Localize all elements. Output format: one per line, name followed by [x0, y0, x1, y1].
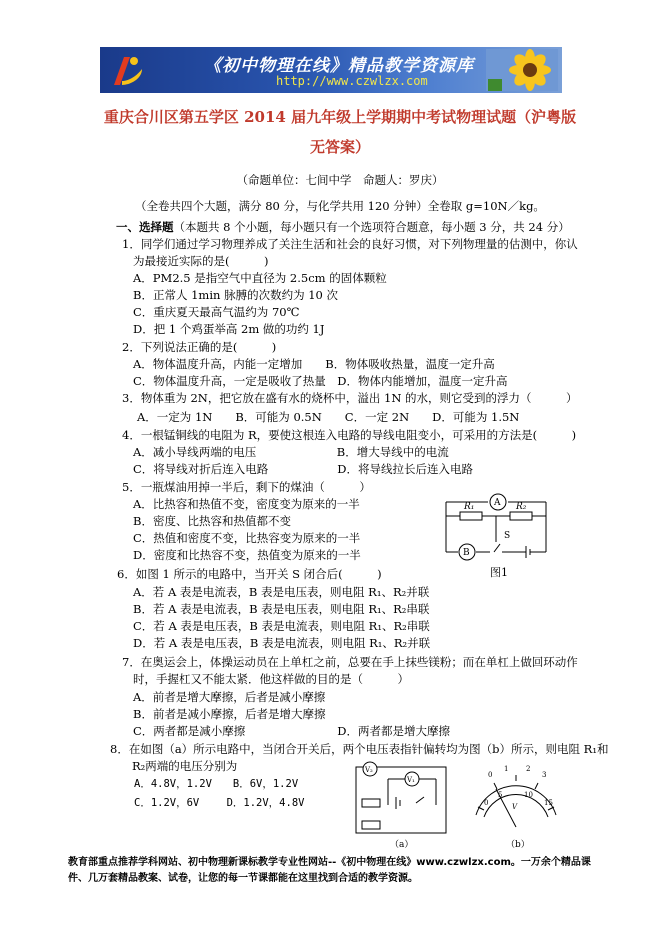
figure-8b-meter: [466, 763, 566, 851]
question-4-stem: 4．一根锰铜线的电阻为 R，要使这根连入电路的导线电阻变小，可采用的方法是( ): [122, 428, 577, 442]
section-heading-label: 一、选择题: [116, 220, 174, 234]
resistor-r1-label: R₁: [464, 502, 475, 512]
question-6-stem: 6．如图 1 所示的电路中，当开关 S 闭合后( ): [117, 567, 382, 581]
figure-8a-circuit: [346, 759, 456, 851]
page-footer: [68, 855, 608, 887]
figure-8b-label: （b）: [506, 840, 530, 850]
section-heading: [116, 219, 570, 235]
scale-top-1: 1: [504, 765, 509, 773]
question-4-options-ab: A．减小导线两端的电压 B．增大导线中的电流: [133, 445, 449, 459]
page-title-line1: 重庆合川区第五学区 2014 届九年级上学期期中考试物理试题（沪粤版: [103, 108, 577, 126]
scale-top-0: 0: [488, 771, 493, 779]
meter-b-label: B: [463, 548, 470, 558]
sunflower-icon: [486, 49, 558, 91]
scale-bottom-15: 15: [544, 799, 553, 807]
question-6-option-c: C．若 A 表是电压表，B 表是电流表，则电阻 R₁、R₂串联: [133, 619, 430, 633]
meter-a-label: A: [494, 498, 501, 508]
question-5-option-a: A．比热容和热值不变，密度变为原来的一半: [133, 497, 360, 511]
page-title-line2: 无答案）: [309, 138, 370, 156]
scale-bottom-5: 5: [498, 791, 503, 799]
author-line: （命题单位：七间中学 命题人：罗庆）: [236, 173, 444, 187]
question-2-options-cd: C．物体温度升高，一定是吸收了热量 D．物体内能增加，温度一定升高: [133, 374, 508, 388]
question-2-stem: 2．下列说法正确的是( ): [122, 340, 277, 354]
meter-unit-label: V: [512, 803, 518, 811]
voltmeter-v1-label: V₁: [407, 776, 415, 784]
banner-title: 《初中物理在线》精品教学资源库: [204, 56, 474, 76]
voltmeter-v2-label: V₂: [365, 766, 373, 774]
question-1-stem-cont: 为最接近实际的是( ): [133, 254, 269, 268]
question-7-stem: 7．在奥运会上，体操运动员在上单杠之前，总要在手上抹些镁粉；而在单杠上做回环动作: [122, 655, 578, 669]
question-2-options-ab: A．物体温度升高，内能一定增加 B．物体吸收热量，温度一定升高: [133, 357, 495, 371]
question-7-option-a: A．前者是增大摩擦，后者是减小摩擦: [133, 690, 326, 704]
scale-top-3: 3: [542, 771, 547, 779]
figure-8a-label: （a）: [390, 840, 414, 850]
question-6-option-d: D．若 A 表是电压表，B 表是电流表，则电阻 R₁、R₂并联: [133, 636, 431, 650]
question-7-options-cd: C．两者都是减小摩擦 D．两者都是增大摩擦: [133, 724, 451, 738]
question-8-options-ab: A．4.8V，1.2V B．6V，1.2V: [134, 778, 299, 790]
footer-line-2: 件、几万套精品教案、试卷，让您的每一节课都能在这里找到合适的教学资源。: [68, 873, 418, 884]
question-6-option-b: B．若 A 表是电流表，B 表是电压表，则电阻 R₁、R₂串联: [133, 602, 430, 616]
figure-1-circuit: [436, 490, 556, 580]
question-6-option-a: A．若 A 表是电流表，B 表是电压表，则电阻 R₁、R₂并联: [133, 585, 430, 599]
banner-url[interactable]: http://www.czwlzx.com: [276, 74, 428, 88]
question-5-option-c: C．热值和密度不变，比热容变为原来的一半: [133, 531, 361, 545]
site-logo-icon: [108, 51, 148, 89]
question-7-stem-cont: 时，手握杠又不能太紧．他这样做的目的是（ ）: [133, 672, 409, 686]
scale-top-2: 2: [526, 765, 531, 773]
scale-bottom-0: 0: [484, 799, 489, 807]
question-5-option-b: B．密度、比热容和热值都不变: [133, 514, 291, 528]
scale-bottom-10: 10: [524, 791, 533, 799]
section-heading-note: （本题共 8 个小题，每小题只有一个选项符合题意，每小题 3 分，共 24 分）: [173, 220, 570, 234]
question-3-options: A．一定为 1N B．可能为 0.5N C．一定 2N D．可能为 1.5N: [137, 410, 520, 424]
question-4-options-cd: C．将导线对折后连入电路 D．将导线拉长后连入电路: [133, 462, 474, 476]
exam-info-line: （全卷共四个大题，满分 80 分，与化学共用 120 分钟）全卷取 g=10N／kg。: [135, 199, 545, 213]
question-1-stem: 1．同学们通过学习物理养成了关注生活和社会的良好习惯，对下列物理量的估测中，你认: [122, 237, 578, 251]
question-3-stem: 3．物体重为 2N，把它放在盛有水的烧杯中，溢出 1N 的水，则它受到的浮力（ ）: [122, 391, 578, 405]
question-7-option-b: B．前者是减小摩擦，后者是增大摩擦: [133, 707, 326, 721]
question-5-stem: 5．一瓶煤油用掉一半后，剩下的煤油（ ）: [122, 480, 371, 494]
footer-line-1: 教育部重点推荐学科网站、初中物理新课标教学专业性网站--《初中物理在线》www.czwlzx.com。一万余个精品课: [68, 857, 591, 868]
figure-1-label: 图1: [490, 566, 508, 579]
question-8-stem-cont: R₂两端的电压分别为: [132, 759, 238, 773]
question-1-option-c: C．重庆夏天最高气温约为 70℃: [133, 305, 300, 319]
switch-label: S: [504, 531, 511, 541]
question-8-stem: 8．在如图（a）所示电路中，当闭合开关后，两个电压表指针偏转均为图（b）所示，则电阻 R₁和: [110, 742, 609, 756]
question-1-option-a: A．PM2.5 是指空气中直径为 2.5cm 的固体颗粒: [133, 271, 387, 285]
question-5-option-d: D．密度和比热容不变，热值变为原来的一半: [133, 548, 361, 562]
header-banner: [100, 47, 562, 93]
question-8-options-cd: C．1.2V，6V D．1.2V，4.8V: [134, 797, 305, 809]
resistor-r2-label: R₂: [516, 502, 527, 512]
question-1-option-b: B．正常人 1min 脉膊的次数约为 10 次: [133, 288, 339, 302]
question-1-option-d: D．把 1 个鸡蛋举高 2m 做的功约 1J: [133, 322, 325, 336]
